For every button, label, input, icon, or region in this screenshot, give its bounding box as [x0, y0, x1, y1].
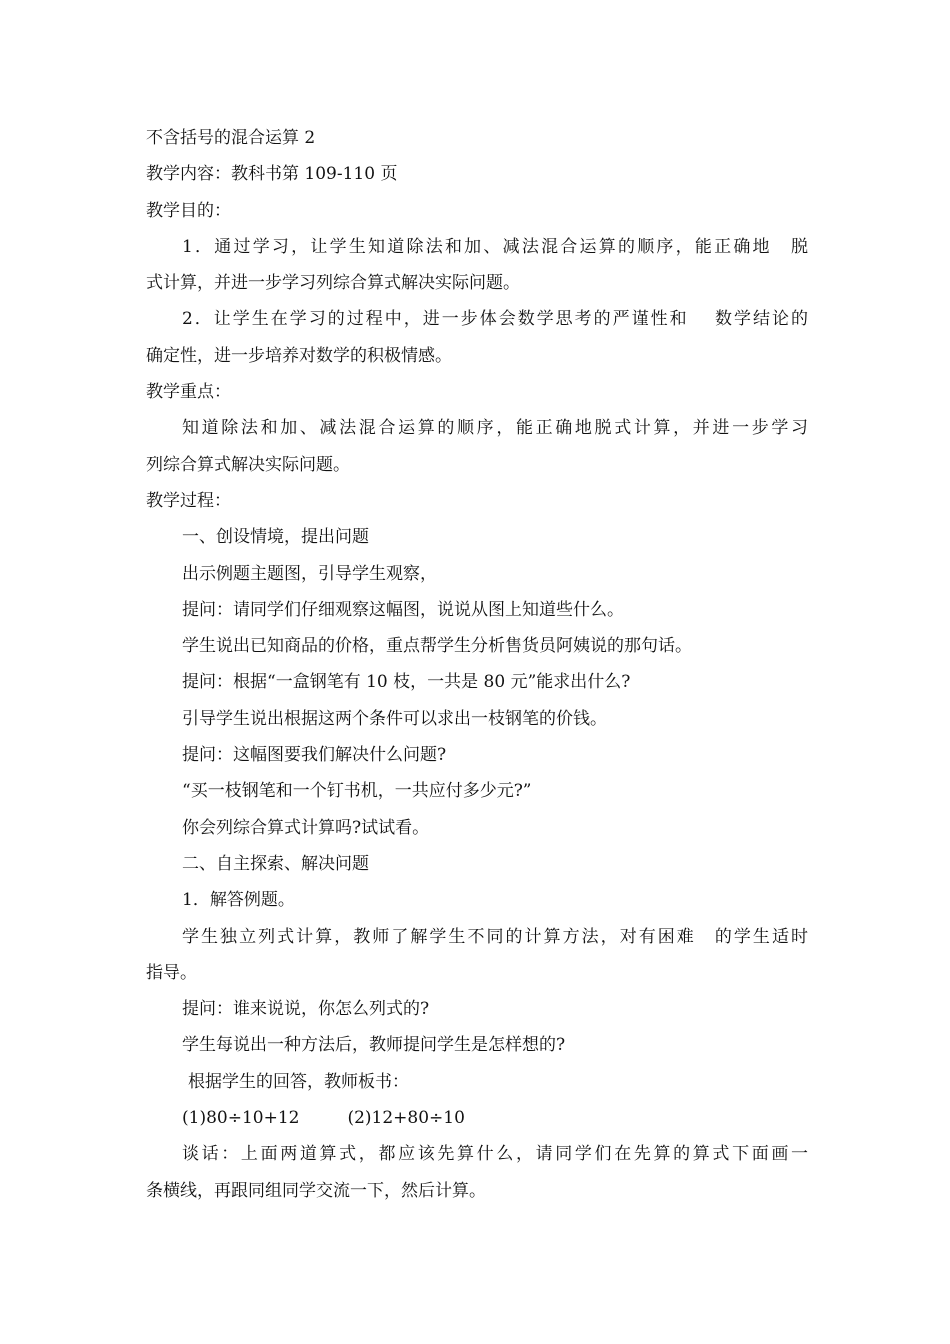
paragraph-6: 提问：这幅图要我们解决什么问题?	[182, 745, 447, 766]
process-heading: 教学过程：	[146, 490, 231, 511]
document-page	[146, 120, 808, 1209]
document-title: 不含括号的混合运算 2	[146, 128, 316, 148]
formula-2: (2)12+80÷10	[347, 1108, 465, 1129]
purpose-item-2-line-2: 确定性，进一步培养对数学的积极情感。	[146, 345, 452, 366]
paragraph-14-line-1: 谈话：上面两道算式，都应该先算什么，请同学们在先算的算式下面画一	[182, 1144, 808, 1165]
content-line: 教学内容：教科书第 109-110 页	[146, 164, 398, 185]
paragraph-14-line-2: 条横线，再跟同组同学交流一下，然后计算。	[146, 1180, 486, 1201]
section-heading-1: 一、创设情境，提出问题	[182, 527, 369, 548]
formula-1: (1)80÷10+12	[182, 1108, 300, 1129]
paragraph-12: 学生每说出一种方法后，教师提问学生是怎样想的?	[182, 1035, 566, 1056]
paragraph-2: 提问：请同学们仔细观察这幅图，说说从图上知道些什么。	[182, 599, 624, 620]
paragraph-10-line-1: 学生独立列式计算，教师了解学生不同的计算方法，对有困难 的学生适时	[182, 926, 808, 947]
paragraph-9: 1．解答例题。	[182, 890, 295, 911]
paragraph-11: 提问：谁来说说，你怎么列式的?	[182, 999, 430, 1020]
focus-heading: 教学重点：	[146, 382, 231, 403]
formula-line	[146, 1100, 808, 1136]
purpose-item-1-line-2: 式计算，并进一步学习列综合算式解决实际问题。	[146, 273, 520, 294]
focus-line-1: 知道除法和加、减法混合运算的顺序，能正确地脱式计算，并进一步学习	[182, 418, 808, 439]
paragraph-10-line-2: 指导。	[146, 962, 197, 983]
paragraph-1: 出示例题主题图，引导学生观察，	[182, 563, 437, 584]
section-heading-2: 二、自主探索、解决问题	[182, 853, 369, 874]
paragraph-8: 你会列综合算式计算吗?试试看。	[182, 817, 430, 838]
paragraph-4: 提问：根据“一盒钢笔有 10 枝，一共是 80 元”能求出什么?	[182, 672, 631, 693]
purpose-item-1-line-1: 1．通过学习，让学生知道除法和加、减法混合运算的顺序，能正确地 脱	[182, 236, 808, 257]
paragraph-13: 根据学生的回答，教师板书：	[188, 1071, 409, 1092]
paragraph-7: “买一枝钢笔和一个钉书机，一共应付多少元?”	[182, 781, 532, 802]
purpose-heading: 教学目的：	[146, 200, 231, 221]
paragraph-3: 学生说出已知商品的价格，重点帮学生分析售货员阿姨说的那句话。	[182, 636, 692, 657]
purpose-item-2-line-1: 2．让学生在学习的过程中，进一步体会数学思考的严谨性和 数学结论的	[182, 309, 808, 330]
focus-line-2: 列综合算式解决实际问题。	[146, 454, 350, 475]
paragraph-5: 引导学生说出根据这两个条件可以求出一枝钢笔的价钱。	[182, 708, 607, 729]
